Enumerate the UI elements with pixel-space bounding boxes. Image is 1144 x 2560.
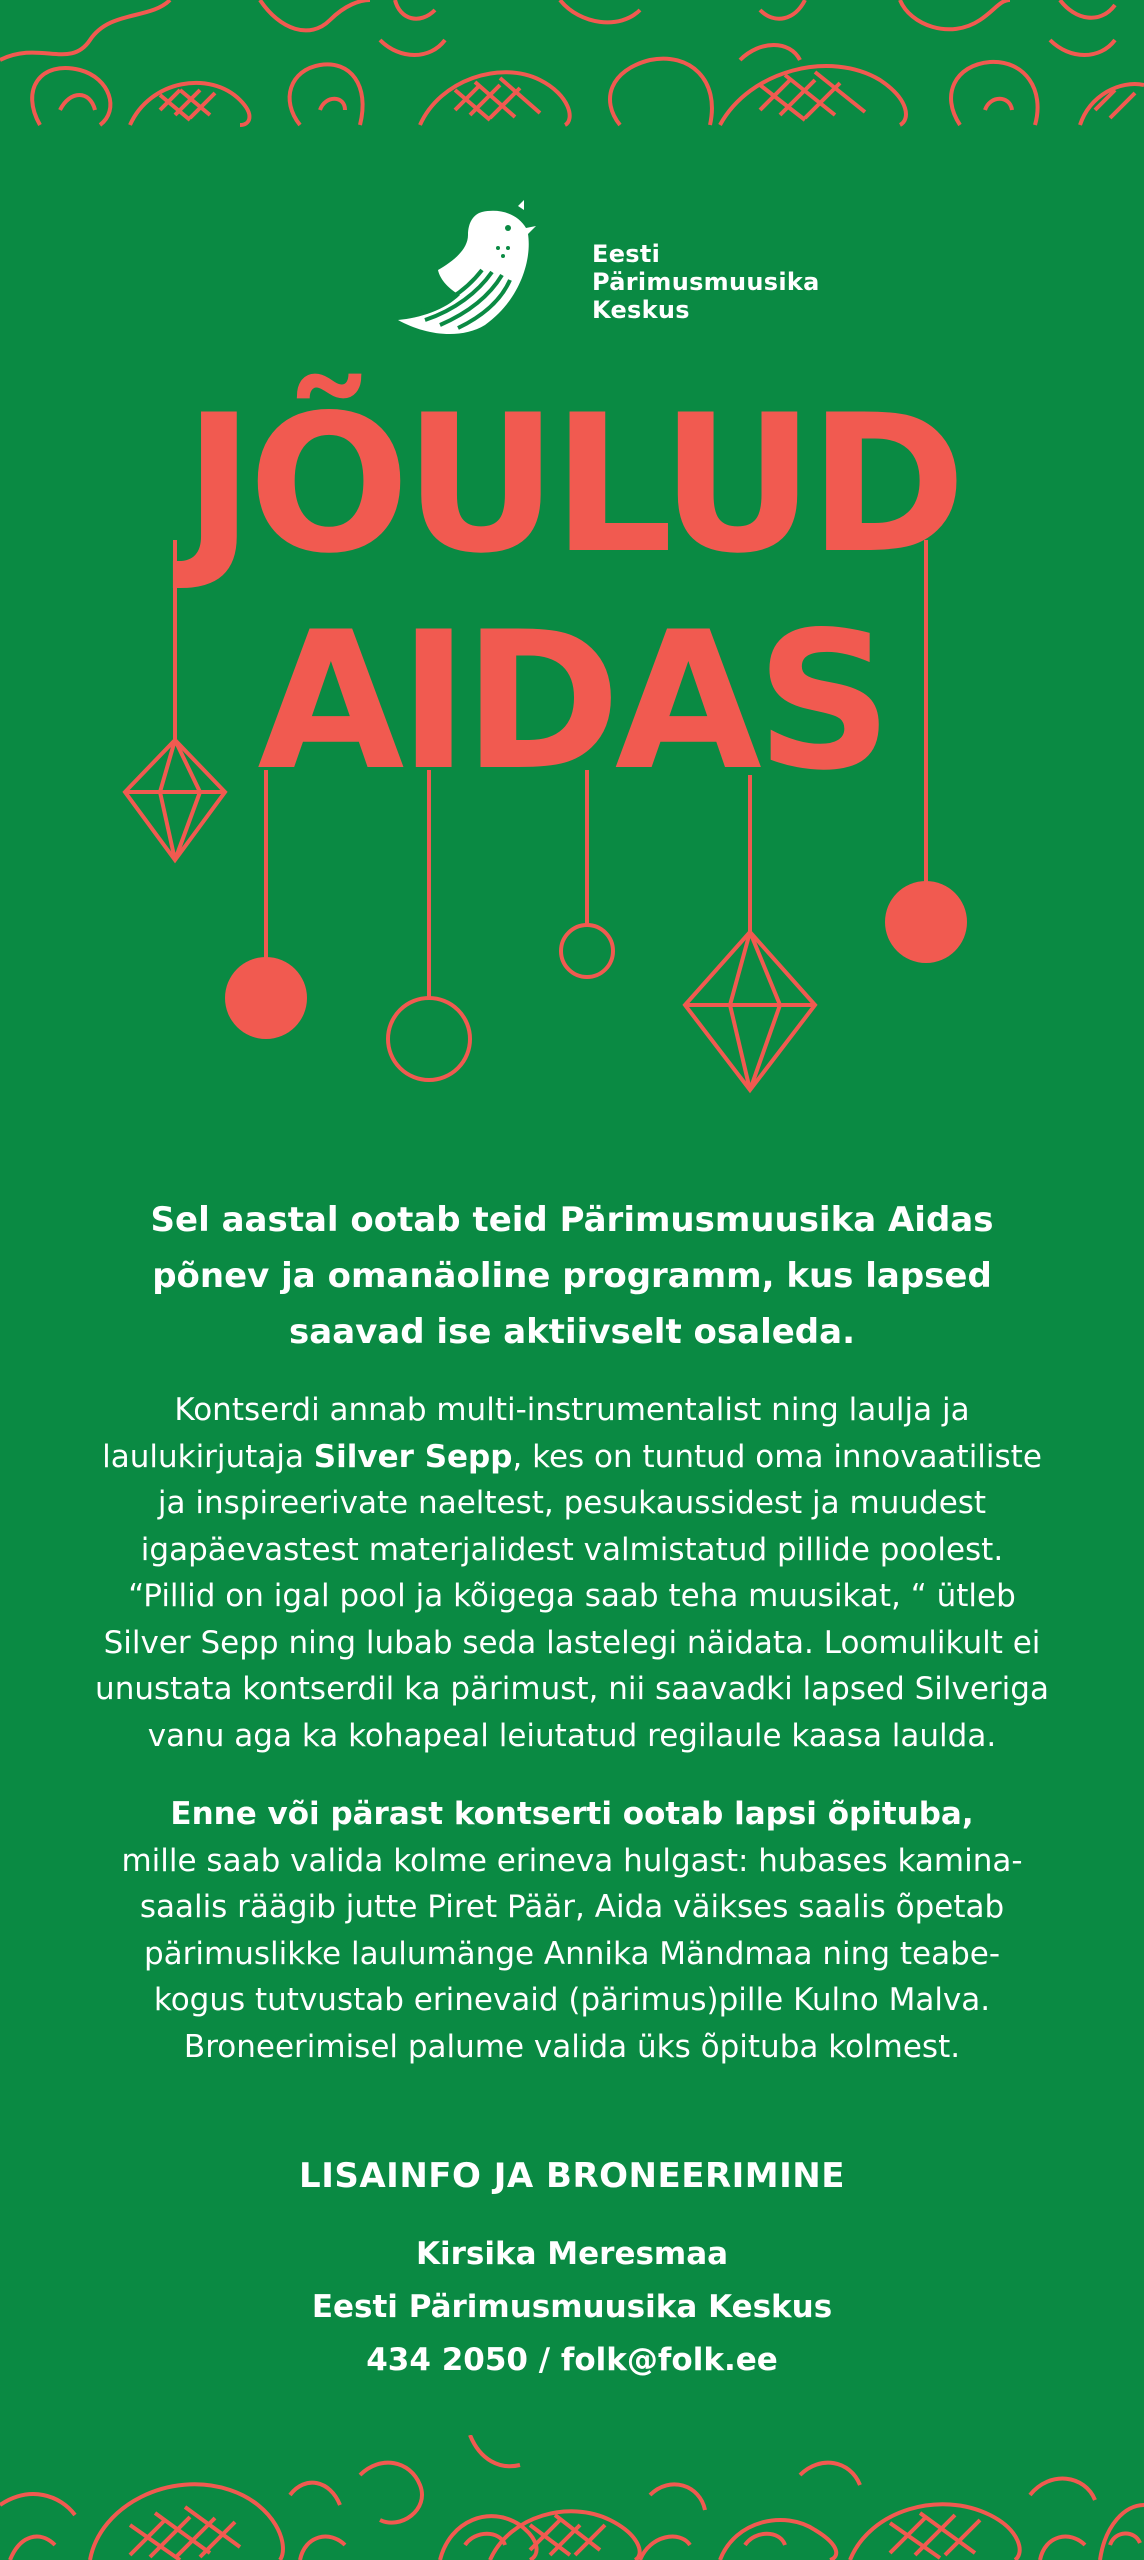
p1-line-6: Silver Sepp ning lubab seda lastelegi näidata. Loomulikult ei <box>103 1624 1041 1661</box>
p1-line-5: “Pillid on igal pool ja kõigega saab teha muusikat, “ ütleb <box>128 1578 1016 1614</box>
p1-line-1: Kontserdi annab multi-instrumentalist ning laulja ja <box>174 1392 970 1428</box>
p1-line-2-post: , kes on tuntud oma innovaatiliste <box>512 1438 1042 1475</box>
lead-line-2: põnev ja omanäoline programm, kus lapsed <box>152 1256 992 1296</box>
p2-line-5: kogus tutvustab erinevaid (pärimus)pille Kulno Malva. <box>153 1982 991 2018</box>
logo-wordmark <box>592 240 820 324</box>
concert-description <box>60 1387 1084 1759</box>
lead-paragraph <box>100 1192 1044 1360</box>
p2-line-2: mille saab valida kolme erineva hulgast: hubases kamina- <box>121 1842 1023 1879</box>
contact-block <box>0 2228 1144 2387</box>
p1-line-7: unustata kontserdil ka pärimust, nii saavadki lapsed Silveriga <box>95 1671 1049 1707</box>
p2-line-6: Broneerimisel palume valida üks õpituba kolmest. <box>183 2028 961 2065</box>
logo-line-1: Eesti <box>592 240 661 268</box>
bird-logo-icon <box>390 200 580 340</box>
p2-line-4: pärimuslikke laulumänge Annika Mändmaa ning teabe- <box>143 1935 1001 1972</box>
folk-pattern-bottom-border <box>0 2435 1144 2560</box>
info-heading: LISAINFO JA BRONEERIMINE <box>299 2156 845 2196</box>
title-line-1: JÕULUD <box>183 374 961 595</box>
p1-line-2-pre: laulukirjutaja <box>102 1438 314 1475</box>
contact-organization: Eesti Pärimusmuusika Keskus <box>311 2289 833 2325</box>
workshop-description <box>60 1791 1084 2070</box>
logo-line-3: Keskus <box>592 296 690 324</box>
title-line-2: AIDAS <box>257 591 887 812</box>
lead-line-3: saavad ise aktiivselt osaleda. <box>289 1312 855 1352</box>
lead-line-1: Sel aastal ootab teid Pärimusmuusika Aidas <box>150 1200 994 1240</box>
p1-line-3: ja inspireerivate naeltest, pesukaussidest ja muudest <box>157 1485 987 1521</box>
contact-phone-email: 434 2050 / folk@folk.ee <box>366 2342 778 2378</box>
eesti-parimusmuusika-keskus-logo <box>390 200 820 340</box>
p2-line-1 <box>60 1791 1084 1838</box>
performer-name: Silver Sepp <box>313 1438 513 1475</box>
workshop-heading: Enne või pärast kontserti ootab lapsi õpituba, <box>170 1796 974 1832</box>
folk-pattern-top-border <box>0 0 1144 130</box>
logo-line-2: Pärimusmuusika <box>592 268 820 296</box>
p2-line-3: saalis räägib jutte Piret Päär, Aida väikses saalis õpetab <box>139 1889 1005 1925</box>
p1-line-4: igapäevastest materjalidest valmistatud pillide poolest. <box>140 1531 1004 1568</box>
p1-line-8: vanu aga ka kohapeal leiutatud regilaule kaasa laulda. <box>147 1717 997 1754</box>
p1-line-2 <box>60 1434 1084 1481</box>
contact-name: Kirsika Meresmaa <box>415 2236 729 2272</box>
